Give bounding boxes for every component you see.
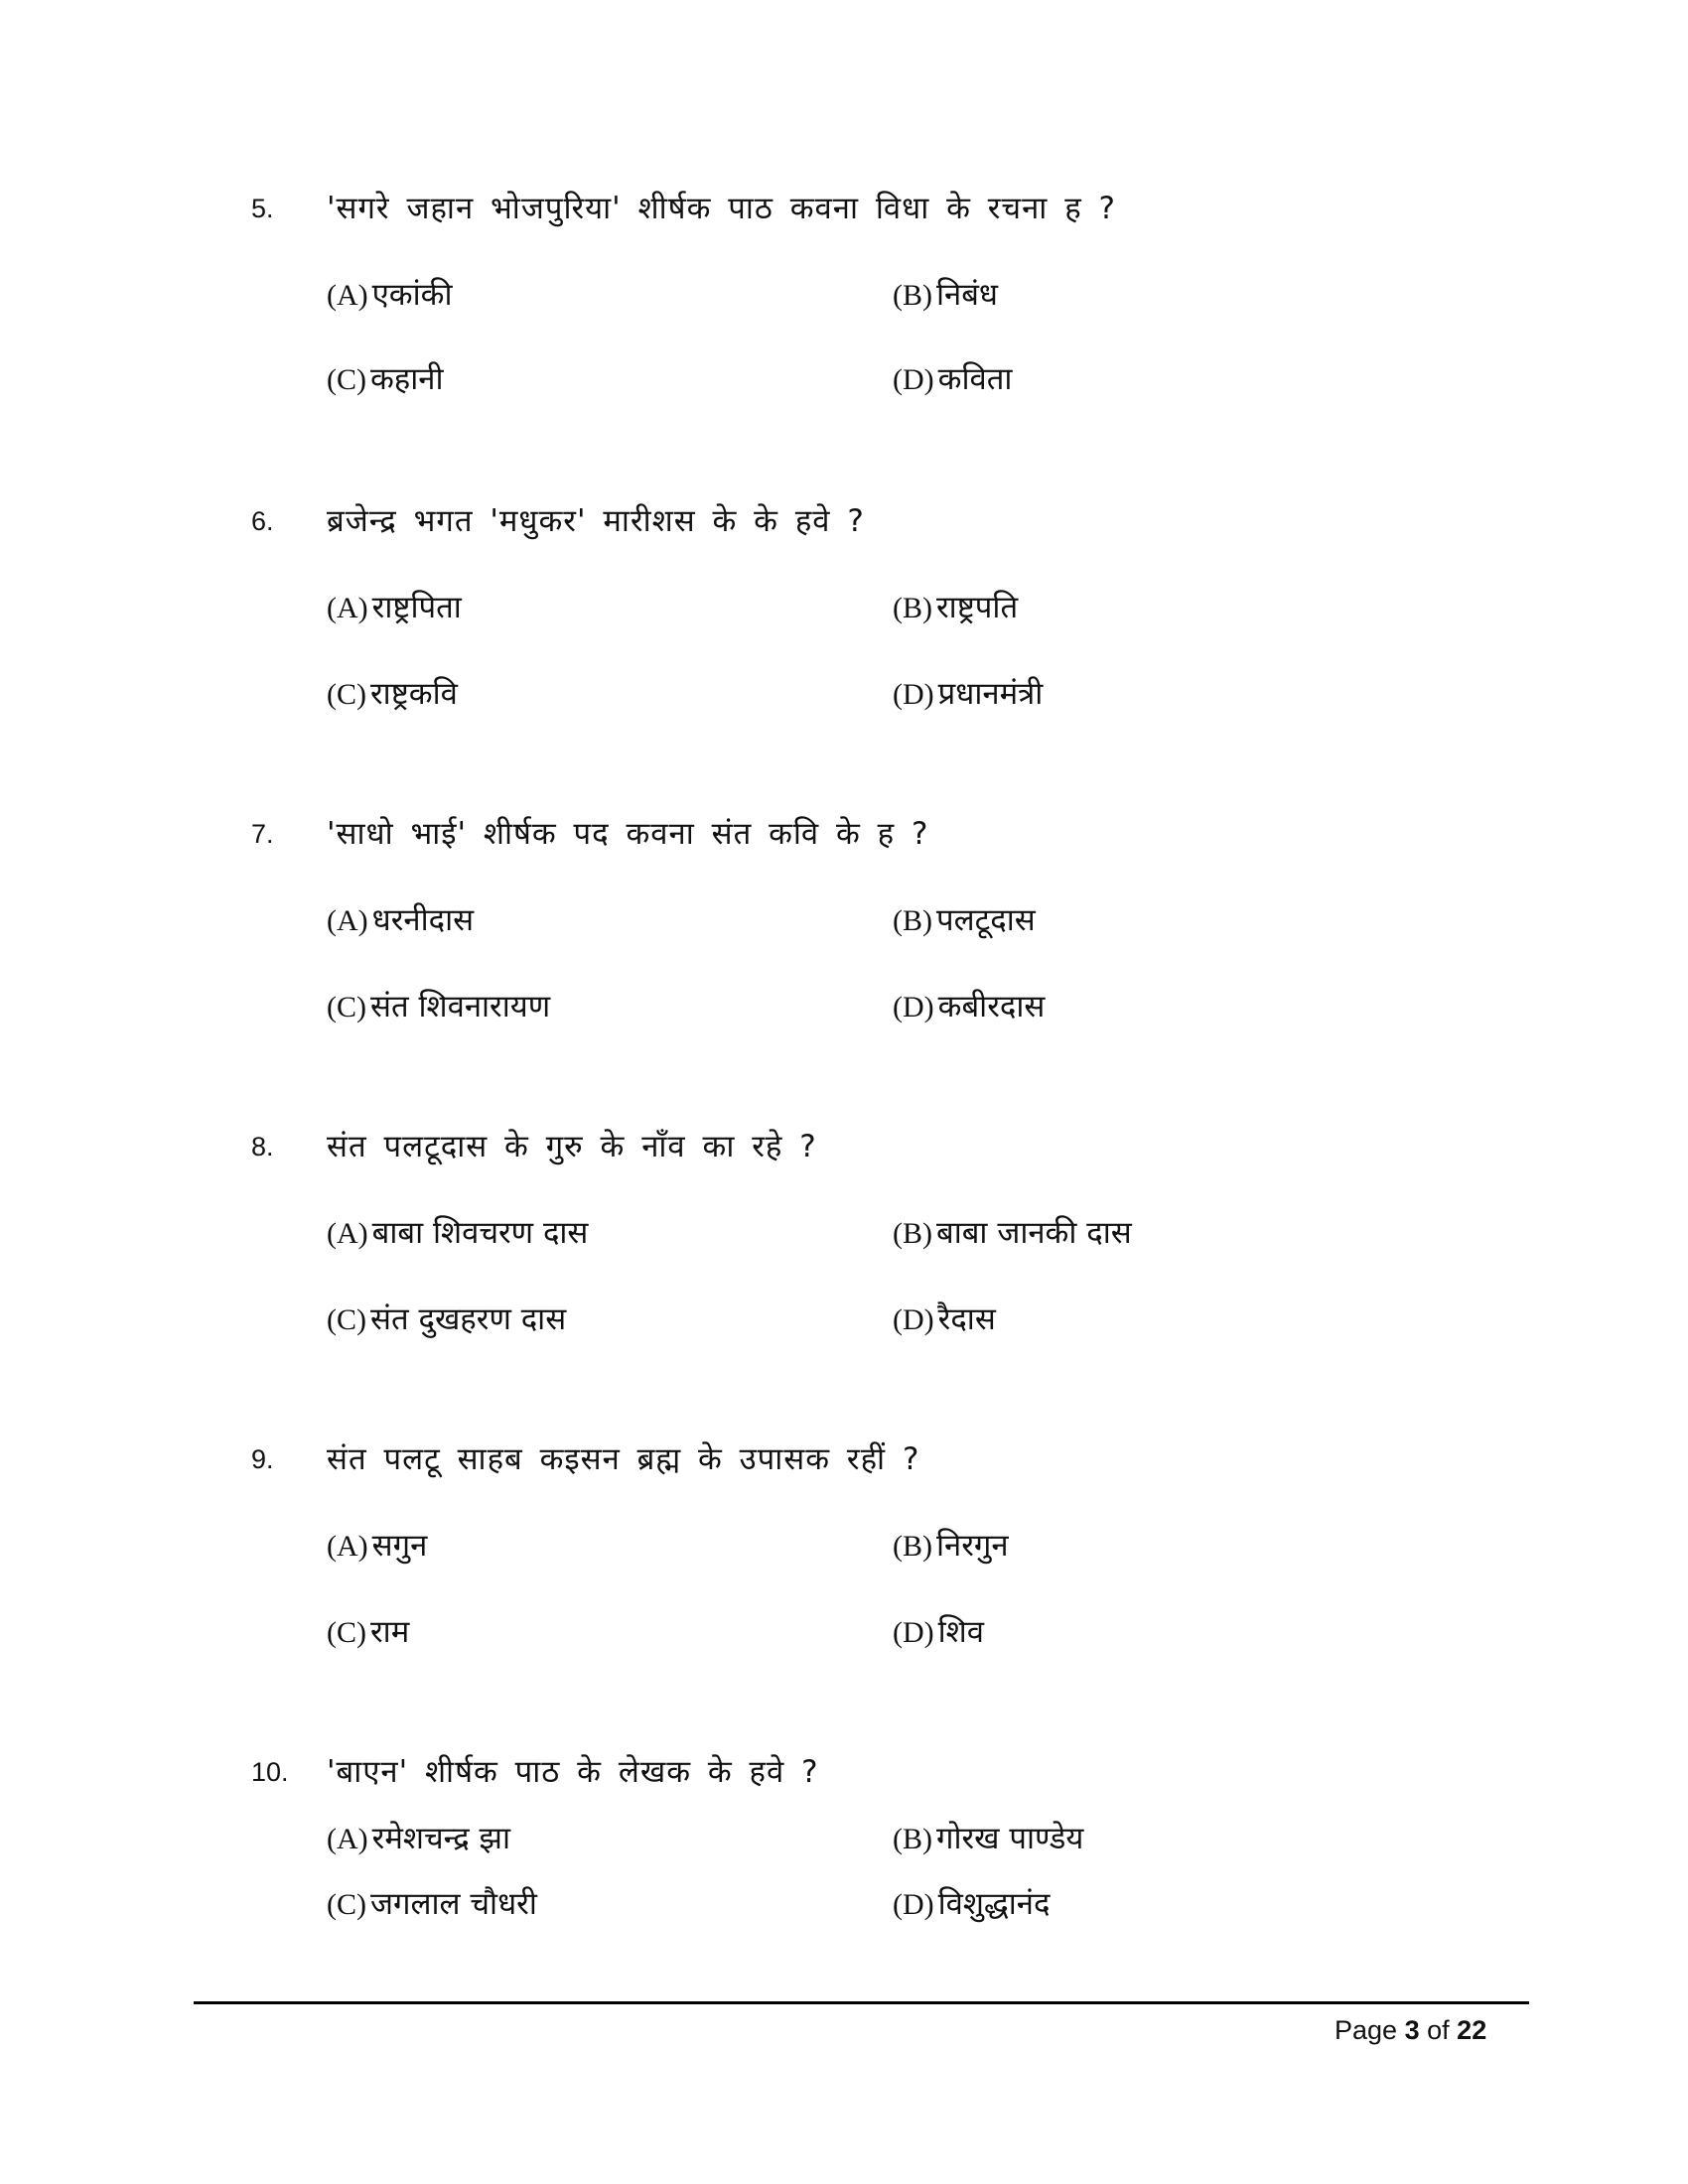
option-text: धरनीदास (371, 902, 475, 938)
option-text: निबंध (936, 277, 998, 313)
option-text: राष्ट्रपिता (371, 590, 462, 625)
option-text: बाबा जानकी दास (936, 1215, 1132, 1251)
option-b (893, 1819, 1083, 1859)
option-letter: (B) (893, 904, 932, 937)
option-letter: (D) (893, 1303, 934, 1336)
option-a (327, 1526, 427, 1567)
option-text: सगुन (371, 1528, 428, 1564)
option-letter: (B) (893, 1823, 932, 1855)
question-number: 5. (251, 194, 274, 223)
option-c (327, 1612, 409, 1653)
option-letter: (C) (327, 1303, 366, 1336)
option-b (893, 588, 1018, 628)
question-text: 'बाएन' शीर्षक पाठ के लेखक के हवे ? (327, 1754, 819, 1790)
option-text: बाबा शिवचरण दास (371, 1215, 589, 1251)
option-d (893, 674, 1043, 715)
option-a (327, 1213, 588, 1254)
option-a (327, 588, 462, 628)
question-text: संत पलटूदास के गुरु के नाँव का रहे ? (327, 1129, 817, 1164)
option-letter: (B) (893, 592, 932, 624)
option-letter: (A) (327, 1823, 368, 1855)
option-c (327, 359, 444, 400)
option-d (893, 987, 1045, 1027)
option-b (893, 275, 998, 316)
option-text: विशुद्धानंद (937, 1886, 1051, 1922)
option-letter: (B) (893, 279, 932, 312)
option-c (327, 1299, 566, 1340)
option-text: कहानी (370, 361, 444, 397)
question-text: ब्रजेन्द्र भगत 'मधुकर' मारीशस के के हवे ? (327, 503, 865, 539)
option-text: संत दुखहरण दास (370, 1301, 567, 1337)
question-number: 9. (251, 1444, 274, 1474)
option-d (893, 1612, 984, 1653)
option-text: राष्ट्रकवि (370, 676, 458, 712)
option-text: कविता (937, 361, 1013, 397)
option-letter: (D) (893, 678, 934, 711)
question-text: 'साधो भाई' शीर्षक पद कवना संत कवि के ह ? (327, 816, 929, 852)
option-text: एकांकी (371, 277, 453, 313)
option-letter: (D) (893, 991, 934, 1024)
option-text: शिव (937, 1614, 985, 1650)
total-pages: 22 (1457, 2015, 1487, 2045)
option-a (327, 1819, 510, 1859)
option-letter: (A) (327, 279, 368, 312)
option-letter: (A) (327, 904, 368, 937)
option-c (327, 674, 458, 715)
option-text: निरगुन (936, 1528, 1009, 1564)
page-word: Page (1335, 2015, 1398, 2045)
option-text: प्रधानमंत्री (937, 676, 1044, 712)
option-letter: (D) (893, 363, 934, 396)
footer-divider (194, 2001, 1529, 2004)
option-letter: (D) (893, 1888, 934, 1921)
option-letter: (A) (327, 1530, 368, 1563)
option-letter: (A) (327, 1217, 368, 1250)
option-a (327, 275, 452, 316)
question-number: 6. (251, 506, 274, 536)
option-text: राष्ट्रपति (936, 590, 1019, 625)
option-letter: (B) (893, 1530, 932, 1563)
option-letter: (A) (327, 592, 368, 624)
option-letter: (B) (893, 1217, 932, 1250)
option-letter: (C) (327, 1888, 366, 1921)
option-c (327, 1884, 537, 1925)
page-number (1335, 2010, 1486, 2050)
question-number: 10. (251, 1757, 289, 1787)
option-text: गोरख पाण्डेय (936, 1821, 1084, 1856)
option-letter: (C) (327, 363, 366, 396)
option-d (893, 1299, 996, 1340)
option-letter: (D) (893, 1616, 934, 1649)
option-d (893, 1884, 1050, 1925)
option-c (327, 987, 550, 1027)
question-number: 8. (251, 1132, 274, 1161)
option-text: पलटूदास (936, 902, 1036, 938)
question-number: 7. (251, 819, 274, 849)
option-text: कबीरदास (937, 989, 1046, 1024)
option-b (893, 1526, 1009, 1567)
question-text: संत पलटू साहब कइसन ब्रह्म के उपासक रहीं ? (327, 1441, 920, 1477)
option-text: रैदास (937, 1301, 996, 1337)
option-a (327, 900, 474, 941)
option-letter: (C) (327, 678, 366, 711)
option-text: जगलाल चौधरी (370, 1886, 537, 1922)
question-text: 'सगरे जहान भोजपुरिया' शीर्षक पाठ कवना विधा के रचना ह ? (327, 191, 1116, 226)
option-d (893, 359, 1012, 400)
current-page: 3 (1404, 2015, 1420, 2045)
option-letter: (C) (327, 1616, 366, 1649)
option-letter: (C) (327, 991, 366, 1024)
option-b (893, 1213, 1132, 1254)
option-b (893, 900, 1036, 941)
option-text: संत शिवनारायण (370, 989, 551, 1024)
of-word: of (1427, 2015, 1450, 2045)
option-text: राम (370, 1614, 410, 1650)
option-text: रमेशचन्द्र झा (371, 1821, 510, 1856)
